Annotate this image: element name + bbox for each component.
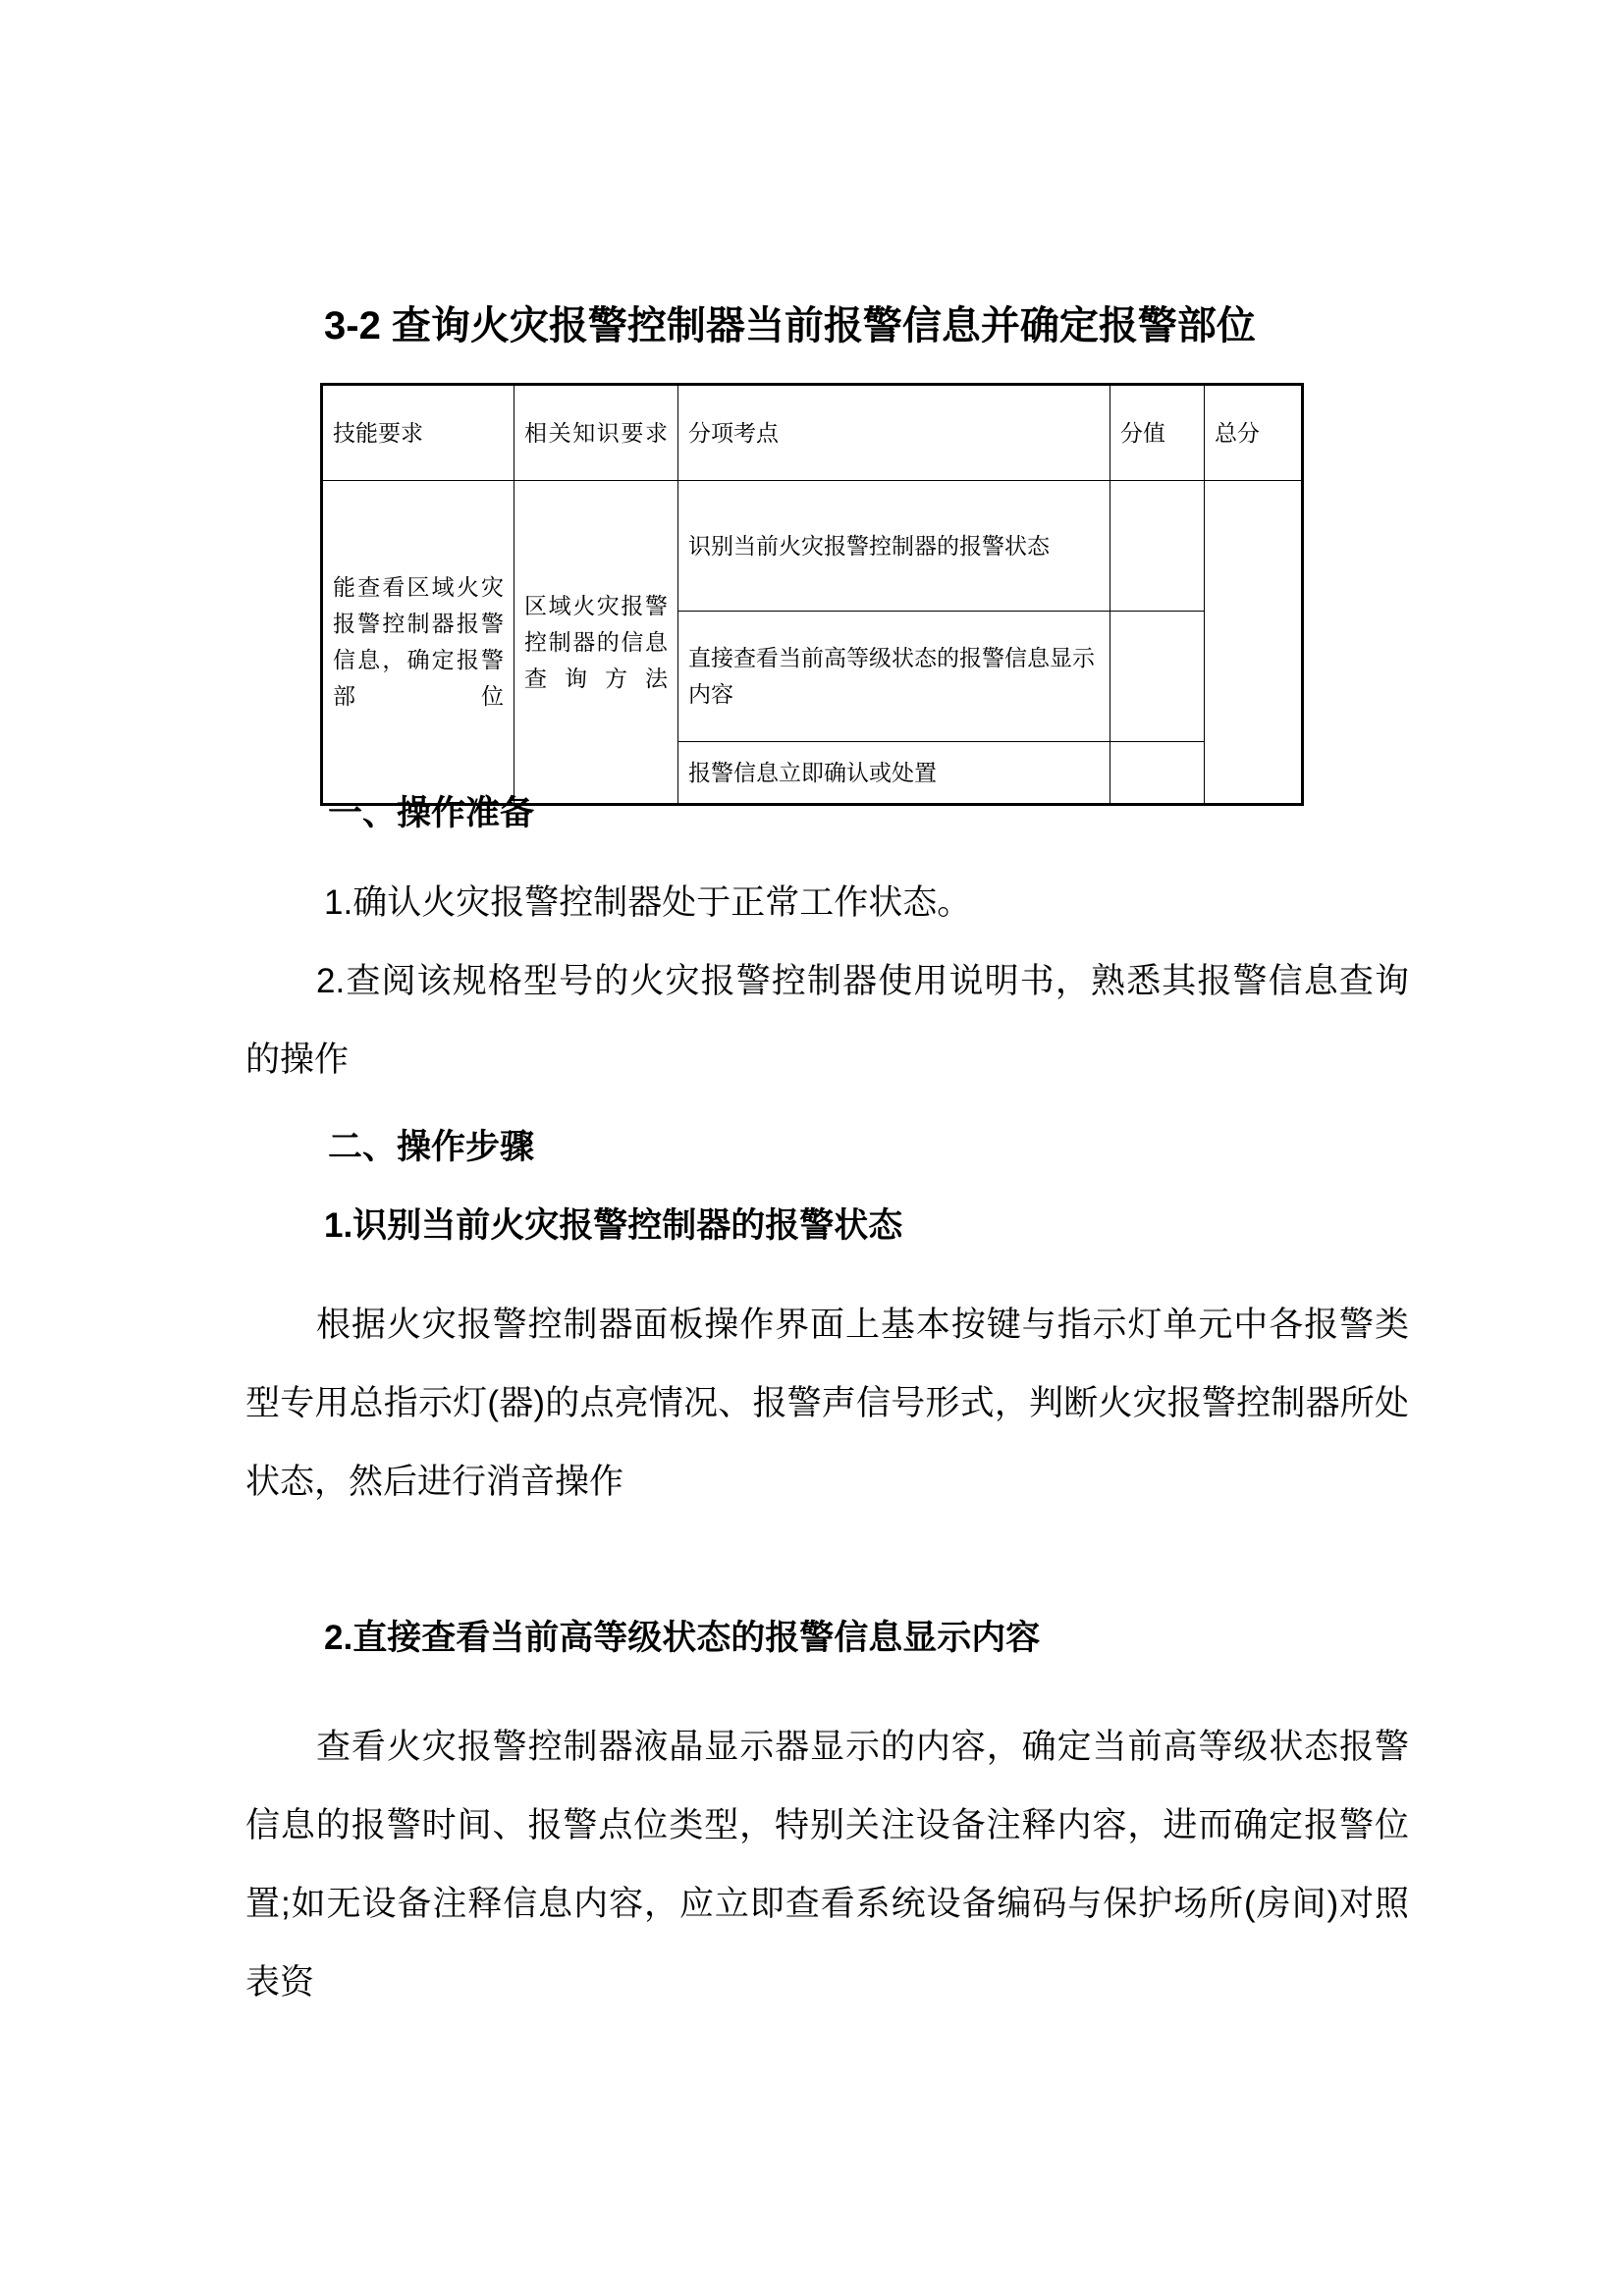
table-cell-knowledge: 区域火灾报警控制器的信息查询方法 bbox=[514, 481, 678, 805]
table-row bbox=[322, 481, 1303, 612]
heading-step-1: 1.识别当前火灾报警控制器的报警状态 bbox=[324, 1206, 903, 1245]
table-cell-skill: 能查看区域火灾报警控制器报警信息，确定报警部位 bbox=[322, 481, 514, 805]
heading-step-2: 2.直接查看当前高等级状态的报警信息显示内容 bbox=[324, 1619, 1041, 1657]
table-header-score: 分值 bbox=[1110, 385, 1205, 481]
step-2-body: 查看火灾报警控制器液晶显示器显示的内容，确定当前高等级状态报警信息的报警时间、报警点位类型，特别关注设备注释内容，进而确定报警位置;如无设备注释信息内容，应立即查看系统设备编码与保护场所(房间)对照表资 bbox=[245, 1728, 1409, 2002]
table-cell-score bbox=[1110, 481, 1205, 612]
prep-item-1: 1.确认火灾报警控制器处于正常工作状态。 bbox=[324, 883, 972, 922]
table-cell-point: 识别当前火灾报警控制器的报警状态 bbox=[678, 481, 1110, 612]
table-cell-score bbox=[1110, 742, 1205, 805]
heading-steps: 二、操作步骤 bbox=[328, 1128, 535, 1166]
table-header-knowledge: 相关知识要求 bbox=[514, 385, 678, 481]
table-header-skill: 技能要求 bbox=[322, 385, 514, 481]
prep-item-2: 2.查阅该规格型号的火灾报警控制器使用说明书，熟悉其报警信息查询的操作 bbox=[245, 962, 1409, 1079]
table-cell-point: 报警信息立即确认或处置 bbox=[678, 742, 1110, 805]
table-cell-total bbox=[1205, 481, 1303, 805]
page-title: 3-2 查询火灾报警控制器当前报警信息并确定报警部位 bbox=[324, 304, 1256, 347]
table-header-row bbox=[322, 385, 1303, 481]
table-cell-score bbox=[1110, 612, 1205, 742]
table-header-points: 分项考点 bbox=[678, 385, 1110, 481]
table-header-total: 总分 bbox=[1205, 385, 1303, 481]
table-cell-point: 直接查看当前高等级状态的报警信息显示内容 bbox=[678, 612, 1110, 742]
scoring-table bbox=[320, 383, 1304, 806]
step-1-body: 根据火灾报警控制器面板操作界面上基本按键与指示灯单元中各报警类型专用总指示灯(器)的点亮情况、报警声信号形式，判断火灾报警控制器所处状态，然后进行消音操作 bbox=[245, 1306, 1409, 1501]
heading-preparation: 一、操作准备 bbox=[328, 794, 535, 832]
